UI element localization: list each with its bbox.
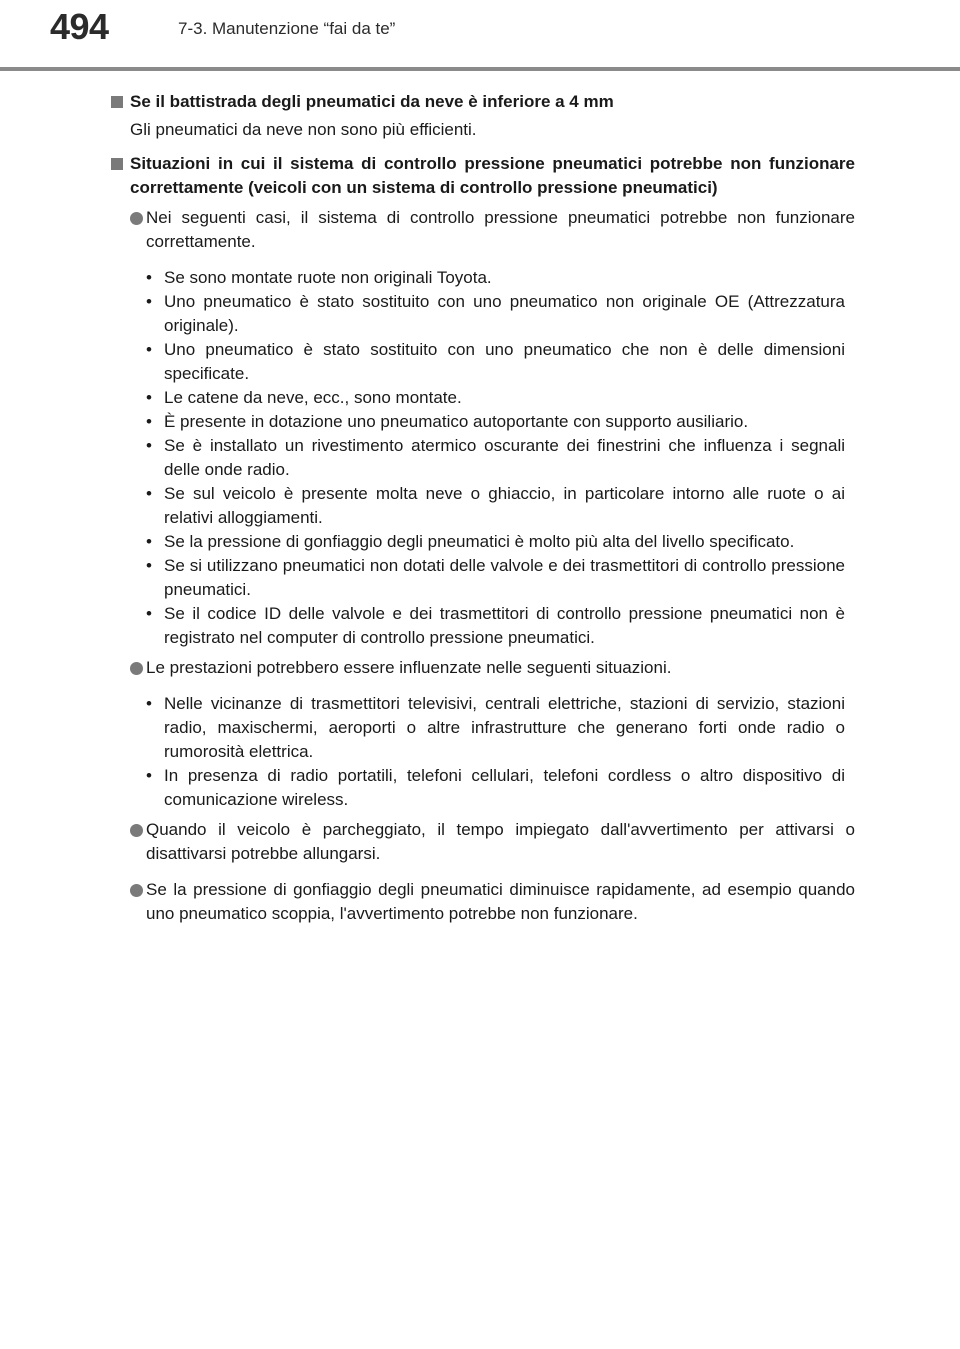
sub-bullet-text: Se sul veicolo è presente molta neve o ghiaccio, in particolare intorno alle ruote o ai relativi alloggiamenti. [164,484,845,527]
chapter-title: 7-3. Manutenzione “fai da te” [178,19,396,38]
sub-bullet-text: È presente in dotazione uno pneumatico autoportante con supporto ausiliario. [164,412,749,431]
bullet-dot: • [146,388,152,407]
circle-bullet-icon [130,824,143,837]
sub-bullet-text: Se sono montate ruote non originali Toyota. [164,268,492,287]
section-heading-text: Se il battistrada degli pneumatici da neve è inferiore a 4 mm [130,92,614,111]
bullet-dot: • [146,340,152,359]
main-content [110,90,855,936]
square-bullet-icon [111,158,123,170]
sub-bullet-text: Se il codice ID delle valvole e dei trasmettitori di controllo pressione pneumatici non è registrato nel computer di controllo pressione pneumatici. [164,604,845,647]
sub-bullet-item [146,692,845,764]
sub-bullet-text: Se si utilizzano pneumatici non dotati delle valvole e dei trasmettitori di controllo pressione pneumatici. [164,556,845,599]
list-item [110,818,855,866]
header-divider [0,67,960,71]
section-heading [110,152,855,200]
circle-bullet-icon [130,662,143,675]
list-item-text: Quando il veicolo è parcheggiato, il tempo impiegato dall'avvertimento per attivarsi o disattivarsi potrebbe allungarsi. [146,820,855,863]
sub-bullet-item [146,386,845,410]
bullet-dot: • [146,412,152,431]
circle-bullet-icon [130,212,143,225]
list-item-text: Se la pressione di gonfiaggio degli pneumatici diminuisce rapidamente, ad esempio quando uno pneumatico scoppia, l'avvertimento potrebbe non funzionare. [146,880,855,923]
section-heading [110,90,855,114]
bullet-dot: • [146,484,152,503]
sub-bullet-text: Se la pressione di gonfiaggio degli pneumatici è molto più alta del livello specificato. [164,532,795,551]
circle-bullet-icon [130,884,143,897]
bullet-dot: • [146,604,152,623]
sub-bullet-item [146,266,845,290]
sub-bullet-text: Uno pneumatico è stato sostituito con uno pneumatico non originale OE (Attrezzatura originale). [164,292,845,335]
bullet-dot: • [146,292,152,311]
sub-bullet-item [146,338,845,386]
sub-bullet-item [146,482,845,530]
sub-bullet-list [110,266,855,650]
bullet-dot: • [146,766,152,785]
list-item [110,656,855,680]
sub-bullet-list [110,692,855,812]
bullet-dot: • [146,436,152,455]
list-item-text: Nei seguenti casi, il sistema di controllo pressione pneumatici potrebbe non funzionare correttamente. [146,208,855,251]
section-snow-tires [110,90,855,142]
list-item [110,206,855,254]
sub-bullet-text: Se è installato un rivestimento atermico oscurante dei finestrini che influenza i segnali delle onde radio. [164,436,845,479]
page-header [0,0,960,78]
bullet-dot: • [146,694,152,713]
bullet-dot: • [146,532,152,551]
bullet-dot: • [146,268,152,287]
sub-bullet-item [146,434,845,482]
sub-bullet-text: Nelle vicinanze di trasmettitori televisivi, centrali elettriche, stazioni di servizio, stazioni radio, maxischermi, aeroporti o altre infrastrutture che generano forti onde radio o rumorosità elettrica. [164,694,845,761]
sub-bullet-text: Uno pneumatico è stato sostituito con uno pneumatico che non è delle dimensioni specificate. [164,340,845,383]
sub-bullet-item [146,290,845,338]
sub-bullet-text: In presenza di radio portatili, telefoni cellulari, telefoni cordless o altro dispositivo di comunicazione wireless. [164,766,845,809]
sub-bullet-item [146,764,845,812]
section-heading-text: Situazioni in cui il sistema di controllo pressione pneumatici potrebbe non funzionare correttamente (veicoli con un sistema di controllo pressione pneumatici) [130,154,855,197]
list-item-text: Le prestazioni potrebbero essere influenzate nelle seguenti situazioni. [146,658,672,677]
sub-bullet-item [146,602,845,650]
sub-bullet-item [146,554,845,602]
page-number: 494 [50,6,109,47]
section-body-text: Gli pneumatici da neve non sono più efficienti. [130,120,477,139]
square-bullet-icon [111,96,123,108]
bullet-dot: • [146,556,152,575]
sub-bullet-item [146,530,845,554]
section-tpms [110,152,855,926]
sub-bullet-item [146,410,845,434]
sub-bullet-text: Le catene da neve, ecc., sono montate. [164,388,462,407]
list-item [110,878,855,926]
